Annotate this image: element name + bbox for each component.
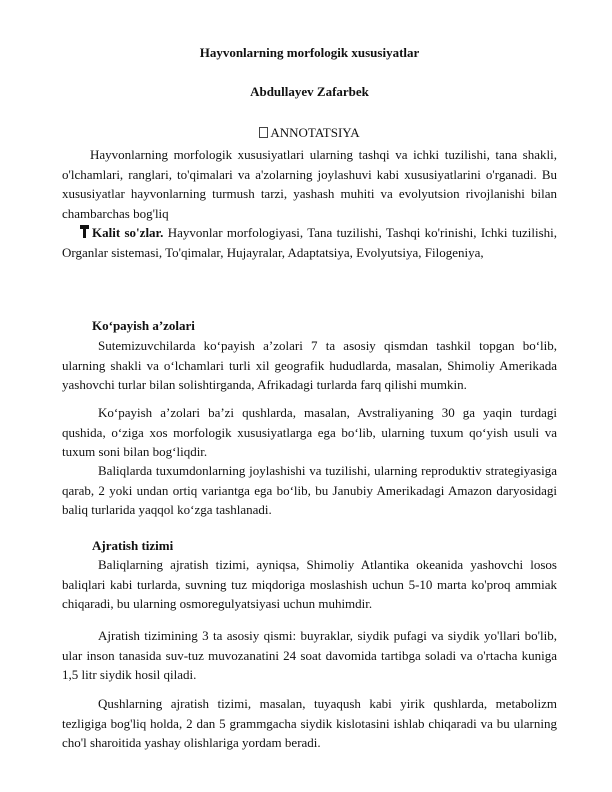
keywords-list: Hayvonlar morfologiyasi, Tana tuzilishi, Tashqi ko'rinishi, Ichki tuzilishi, Organlar sistemasi, To'qimalar, Hujayralar, Adaptatsiya, Evolyutsiya, Filogeniya,: [62, 225, 558, 260]
document-title: Hayvonlarning morfologik xususiyatlar: [199, 45, 420, 60]
keywords-label: Kalit so'zlar.: [92, 225, 164, 240]
author-name: Abdullayev Zafarbek: [250, 84, 369, 99]
paragraph-excretory-3: Qushlarning ajratish tizimi, masalan, tuyaqush kabi yirik qushlarda, metabolizm tezligiga bog'liq holda, 2 dan 5 grammgacha siydik kislotasini ishlab chiqaradi va bu ularning cho'l sharoitida yashay olishlariga yordam beradi.: [62, 696, 557, 750]
paragraph-excretory-1: Baliqlarning ajratish tizimi, ayniqsa, Shimoliy Atlantika okeanida yashovchi losos baliqlari kabi turlarda, suvning tuz miqdoriga moslashish uchun 5-10 marta ko'proq ammiak chiqaradi, bu ularning osmoregulyatsiyasi uchun muhimdir.: [62, 557, 557, 611]
paragraph-reproductive-2: Ko‘payish a’zolari ba’zi qushlarda, masalan, Avstraliyaning 30 ga yaqin turdagi qushida, o‘ziga xos morfologik xususiyatlarga ega bo‘lib, ularning tuxum qo‘yish usuli va tuxum soni bilan bog‘liqdir.: [62, 405, 557, 459]
paragraph-excretory-2: Ajratish tizimining 3 ta asosiy qismi: buyraklar, siydik pufagi va siydik yo'llari bo'lib, ular inson tanasida suv-tuz muvozanatini 24 soat davomida tartibga soladi va o'rtacha kuniga 1,5 litr siydik hosil qiladi.: [62, 628, 557, 682]
section-heading-excretory: Ajratish tizimi: [92, 538, 174, 553]
section-heading-reproductive: Ko‘payish a’zolari: [92, 318, 195, 333]
abstract-paragraph: Hayvonlarning morfologik xususiyatlari ularning tashqi va ichki tuzilishi, tana shakli, o'lchamlari, ranglari, to'qimalari va a'zolarning joylashuvi kabi xususiyatlarini o'rganadi. Bu xususiyatlar hayvonlarning turmush tarzi, yashash muhiti va evolyutsion rivojlanishi bilan chambarchas bog'liq: [62, 147, 557, 221]
pushpin-icon: [80, 225, 89, 238]
abstract-heading-label: ANNOTATSIYA: [270, 125, 360, 140]
abstract-heading: [62, 125, 557, 141]
paragraph-reproductive-1: Sutemizuvchilarda ko‘payish a’zolari 7 ta asosiy qismdan tashkil topgan bo‘lib, ularning shakli va o‘lchamlari turli xil geografik hududlarda, masalan, Shimoliy Amerikada yashovchi turlar bilan solishtirganda, Afrikadagi turlarda farq qilishi mumkin.: [62, 338, 557, 392]
keywords-paragraph: [62, 223, 557, 262]
paragraph-reproductive-3: Baliqlarda tuxumdonlarning joylashishi va tuzilishi, ularning reproduktiv strategiyasiga qarab, 2 yoki undan ortiq variantga ega bo‘lib, bu Janubiy Amerikadagi Amazon daryosidagi baliq turlarida yaqqol ko‘zga tashlanadi.: [62, 463, 557, 517]
missing-glyph-icon: [259, 127, 268, 138]
